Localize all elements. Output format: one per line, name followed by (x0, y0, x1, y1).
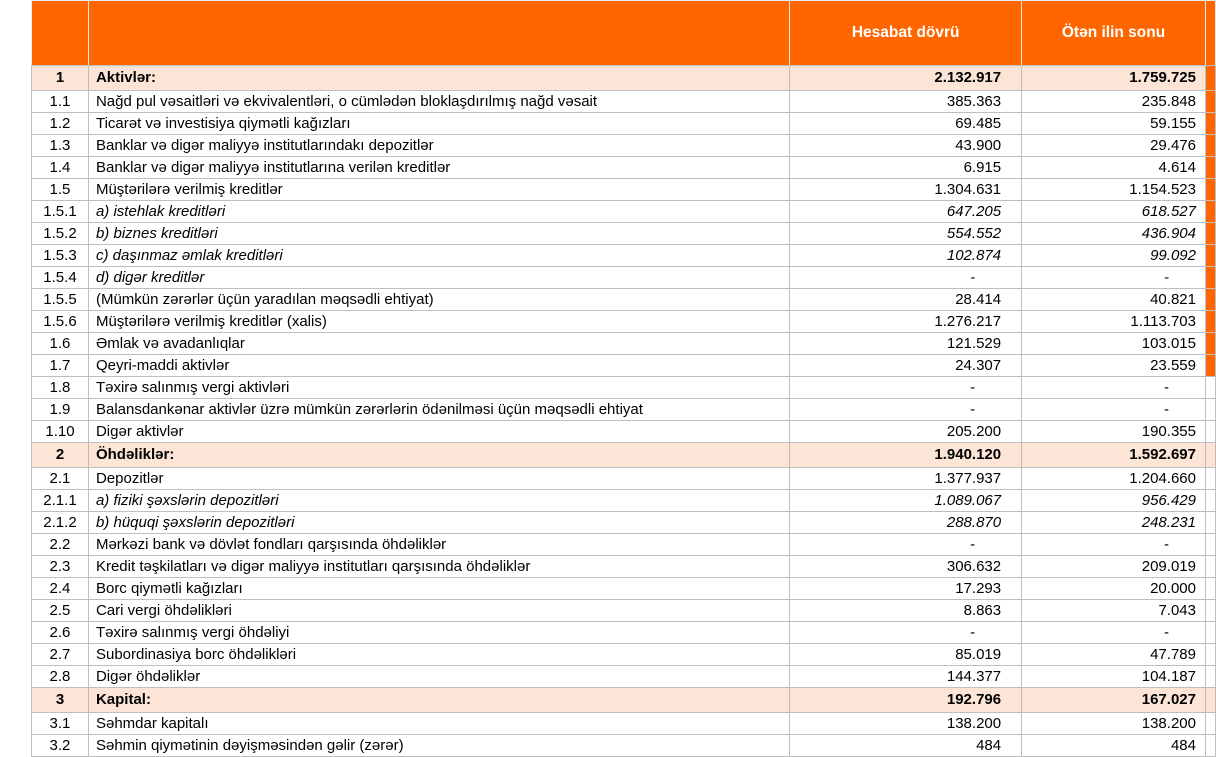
row-report-value-cell: 28.414 (790, 289, 1022, 311)
row-label-cell: Kredit təşkilatları və digər maliyyə institutları qarşısında öhdəliklər (88, 556, 789, 578)
row-report-value-cell: 1.276.217 (790, 311, 1022, 333)
row-prior-value-cell: 1.154.523 (1022, 179, 1206, 201)
row-edge-strip-cell (1205, 622, 1215, 644)
row-number-cell: 1 (32, 66, 89, 91)
row-label-cell: Səhmdar kapitalı (88, 713, 789, 735)
row-number-cell: 1.9 (32, 399, 89, 421)
header-edge-strip (1205, 1, 1215, 66)
row-report-value-cell: 102.874 (790, 245, 1022, 267)
row-prior-value-cell: 618.527 (1022, 201, 1206, 223)
row-edge-strip-cell (1205, 399, 1215, 421)
row-label-cell: Banklar və digər maliyyə institutlarındakı depozitlər (88, 135, 789, 157)
row-edge-strip-cell (1205, 289, 1215, 311)
table-row (32, 223, 1216, 245)
table-row (32, 490, 1216, 512)
row-prior-value-cell: - (1022, 622, 1206, 644)
row-report-value-cell: 484 (790, 735, 1022, 757)
row-report-value-cell: 647.205 (790, 201, 1022, 223)
row-label-cell: Öhdəliklər: (88, 443, 789, 468)
row-number-cell: 1.10 (32, 421, 89, 443)
table-row (32, 534, 1216, 556)
row-label-cell: Borc qiymətli kağızları (88, 578, 789, 600)
row-label-cell: Nağd pul vəsaitləri və ekvivalentləri, o cümlədən bloklaşdırılmış nağd vəsait (88, 91, 789, 113)
row-number-cell: 1.5.2 (32, 223, 89, 245)
row-report-value-cell: - (790, 534, 1022, 556)
row-report-value-cell: 192.796 (790, 688, 1022, 713)
row-report-value-cell: - (790, 267, 1022, 289)
row-number-cell: 2.4 (32, 578, 89, 600)
header-report-period: Hesabat dövrü (790, 1, 1022, 66)
row-label-cell: Səhmin qiymətinin dəyişməsindən gəlir (zərər) (88, 735, 789, 757)
row-label-cell: Təxirə salınmış vergi aktivləri (88, 377, 789, 399)
row-prior-value-cell: 29.476 (1022, 135, 1206, 157)
row-report-value-cell: 1.940.120 (790, 443, 1022, 468)
row-edge-strip-cell (1205, 66, 1215, 91)
row-report-value-cell: 43.900 (790, 135, 1022, 157)
row-report-value-cell: 1.304.631 (790, 179, 1022, 201)
row-number-cell: 1.5 (32, 179, 89, 201)
row-label-cell: Qeyri-maddi aktivlər (88, 355, 789, 377)
row-number-cell: 1.5.3 (32, 245, 89, 267)
table-header-row (32, 1, 1216, 66)
row-label-cell: Müştərilərə verilmiş kreditlər (xalis) (88, 311, 789, 333)
row-report-value-cell: 138.200 (790, 713, 1022, 735)
row-number-cell: 2.5 (32, 600, 89, 622)
row-report-value-cell: - (790, 377, 1022, 399)
table-row (32, 311, 1216, 333)
row-report-value-cell: 121.529 (790, 333, 1022, 355)
row-label-cell: c) daşınmaz əmlak kreditləri (88, 245, 789, 267)
row-edge-strip-cell (1205, 644, 1215, 666)
row-edge-strip-cell (1205, 490, 1215, 512)
row-prior-value-cell: 436.904 (1022, 223, 1206, 245)
row-edge-strip-cell (1205, 91, 1215, 113)
row-edge-strip-cell (1205, 201, 1215, 223)
row-number-cell: 3.1 (32, 713, 89, 735)
row-label-cell: a) fiziki şəxslərin depozitləri (88, 490, 789, 512)
row-number-cell: 2.6 (32, 622, 89, 644)
row-report-value-cell: 1.377.937 (790, 468, 1022, 490)
table-body (32, 66, 1216, 757)
row-prior-value-cell: 40.821 (1022, 289, 1206, 311)
row-edge-strip-cell (1205, 355, 1215, 377)
table-row (32, 713, 1216, 735)
row-label-cell: Digər aktivlər (88, 421, 789, 443)
row-report-value-cell: - (790, 622, 1022, 644)
row-number-cell: 1.8 (32, 377, 89, 399)
row-number-cell: 1.4 (32, 157, 89, 179)
row-prior-value-cell: 47.789 (1022, 644, 1206, 666)
row-number-cell: 1.5.1 (32, 201, 89, 223)
row-edge-strip-cell (1205, 713, 1215, 735)
table-row (32, 468, 1216, 490)
row-edge-strip-cell (1205, 113, 1215, 135)
row-label-cell: b) biznes kreditləri (88, 223, 789, 245)
row-edge-strip-cell (1205, 556, 1215, 578)
row-prior-value-cell: 138.200 (1022, 713, 1206, 735)
row-edge-strip-cell (1205, 468, 1215, 490)
row-number-cell: 1.5.4 (32, 267, 89, 289)
table-row (32, 66, 1216, 91)
row-number-cell: 1.6 (32, 333, 89, 355)
row-prior-value-cell: 484 (1022, 735, 1206, 757)
balance-sheet-table (31, 0, 1216, 757)
row-report-value-cell: 144.377 (790, 666, 1022, 688)
row-prior-value-cell: 209.019 (1022, 556, 1206, 578)
row-label-cell: (Mümkün zərərlər üçün yaradılan məqsədli ehtiyat) (88, 289, 789, 311)
table-row (32, 267, 1216, 289)
table-row (32, 113, 1216, 135)
row-report-value-cell: 1.089.067 (790, 490, 1022, 512)
row-edge-strip-cell (1205, 735, 1215, 757)
table-row (32, 421, 1216, 443)
table-row (32, 556, 1216, 578)
header-number-cell (32, 1, 89, 66)
row-prior-value-cell: 23.559 (1022, 355, 1206, 377)
row-edge-strip-cell (1205, 600, 1215, 622)
row-label-cell: Aktivlər: (88, 66, 789, 91)
row-number-cell: 2.3 (32, 556, 89, 578)
table-row (32, 201, 1216, 223)
row-label-cell: Təxirə salınmış vergi öhdəliyi (88, 622, 789, 644)
header-prior-year-end: Ötən ilin sonu (1022, 1, 1206, 66)
table-row (32, 443, 1216, 468)
row-prior-value-cell: 1.113.703 (1022, 311, 1206, 333)
row-edge-strip-cell (1205, 688, 1215, 713)
row-prior-value-cell: 235.848 (1022, 91, 1206, 113)
row-report-value-cell: 6.915 (790, 157, 1022, 179)
row-number-cell: 1.1 (32, 91, 89, 113)
table-row (32, 512, 1216, 534)
row-report-value-cell: 385.363 (790, 91, 1022, 113)
row-report-value-cell: 24.307 (790, 355, 1022, 377)
row-label-cell: Müştərilərə verilmiş kreditlər (88, 179, 789, 201)
row-prior-value-cell: - (1022, 534, 1206, 556)
row-number-cell: 1.3 (32, 135, 89, 157)
row-label-cell: Cari vergi öhdəlikləri (88, 600, 789, 622)
row-number-cell: 3.2 (32, 735, 89, 757)
row-edge-strip-cell (1205, 666, 1215, 688)
table-row (32, 377, 1216, 399)
table-row (32, 399, 1216, 421)
row-prior-value-cell: 1.759.725 (1022, 66, 1206, 91)
table-row (32, 355, 1216, 377)
row-label-cell: Əmlak və avadanlıqlar (88, 333, 789, 355)
row-report-value-cell: 288.870 (790, 512, 1022, 534)
table-row (32, 735, 1216, 757)
row-prior-value-cell: - (1022, 377, 1206, 399)
row-label-cell: Mərkəzi bank və dövlət fondları qarşısında öhdəliklər (88, 534, 789, 556)
row-edge-strip-cell (1205, 512, 1215, 534)
row-number-cell: 1.2 (32, 113, 89, 135)
row-number-cell: 1.7 (32, 355, 89, 377)
row-prior-value-cell: 104.187 (1022, 666, 1206, 688)
row-report-value-cell: 554.552 (790, 223, 1022, 245)
table-row (32, 333, 1216, 355)
row-prior-value-cell: 99.092 (1022, 245, 1206, 267)
row-prior-value-cell: 20.000 (1022, 578, 1206, 600)
table-row (32, 179, 1216, 201)
table-row (32, 578, 1216, 600)
row-prior-value-cell: - (1022, 267, 1206, 289)
row-number-cell: 2.8 (32, 666, 89, 688)
table-row (32, 666, 1216, 688)
row-label-cell: Ticarət və investisiya qiymətli kağızları (88, 113, 789, 135)
row-label-cell: b) hüquqi şəxslərin depozitləri (88, 512, 789, 534)
table-row (32, 91, 1216, 113)
row-number-cell: 2.1 (32, 468, 89, 490)
row-label-cell: Subordinasiya borc öhdəlikləri (88, 644, 789, 666)
row-prior-value-cell: 1.204.660 (1022, 468, 1206, 490)
table-row (32, 688, 1216, 713)
row-prior-value-cell: - (1022, 399, 1206, 421)
row-prior-value-cell: 4.614 (1022, 157, 1206, 179)
row-number-cell: 2.2 (32, 534, 89, 556)
row-number-cell: 2.7 (32, 644, 89, 666)
row-label-cell: Digər öhdəliklər (88, 666, 789, 688)
row-report-value-cell: 2.132.917 (790, 66, 1022, 91)
row-label-cell: Balansdankənar aktivlər üzrə mümkün zərərlərin ödənilməsi üçün məqsədli ehtiyat (88, 399, 789, 421)
row-label-cell: Banklar və digər maliyyə institutlarına verilən kreditlər (88, 157, 789, 179)
row-edge-strip-cell (1205, 421, 1215, 443)
row-report-value-cell: 85.019 (790, 644, 1022, 666)
row-number-cell: 2 (32, 443, 89, 468)
row-edge-strip-cell (1205, 311, 1215, 333)
row-edge-strip-cell (1205, 267, 1215, 289)
row-prior-value-cell: 167.027 (1022, 688, 1206, 713)
row-edge-strip-cell (1205, 377, 1215, 399)
table-row (32, 289, 1216, 311)
row-prior-value-cell: 190.355 (1022, 421, 1206, 443)
row-label-cell: d) digər kreditlər (88, 267, 789, 289)
row-report-value-cell: 205.200 (790, 421, 1022, 443)
table-row (32, 622, 1216, 644)
row-report-value-cell: - (790, 399, 1022, 421)
row-report-value-cell: 8.863 (790, 600, 1022, 622)
row-prior-value-cell: 103.015 (1022, 333, 1206, 355)
row-report-value-cell: 306.632 (790, 556, 1022, 578)
row-edge-strip-cell (1205, 135, 1215, 157)
row-edge-strip-cell (1205, 534, 1215, 556)
row-report-value-cell: 17.293 (790, 578, 1022, 600)
row-edge-strip-cell (1205, 245, 1215, 267)
row-edge-strip-cell (1205, 443, 1215, 468)
row-prior-value-cell: 7.043 (1022, 600, 1206, 622)
row-edge-strip-cell (1205, 333, 1215, 355)
row-prior-value-cell: 1.592.697 (1022, 443, 1206, 468)
row-prior-value-cell: 59.155 (1022, 113, 1206, 135)
row-edge-strip-cell (1205, 578, 1215, 600)
row-label-cell: a) istehlak kreditləri (88, 201, 789, 223)
row-number-cell: 1.5.5 (32, 289, 89, 311)
table-row (32, 644, 1216, 666)
table-row (32, 245, 1216, 267)
row-number-cell: 3 (32, 688, 89, 713)
header-description-cell (88, 1, 789, 66)
row-number-cell: 1.5.6 (32, 311, 89, 333)
row-report-value-cell: 69.485 (790, 113, 1022, 135)
table-row (32, 157, 1216, 179)
row-prior-value-cell: 248.231 (1022, 512, 1206, 534)
row-number-cell: 2.1.1 (32, 490, 89, 512)
table-row (32, 600, 1216, 622)
row-label-cell: Depozitlər (88, 468, 789, 490)
row-edge-strip-cell (1205, 179, 1215, 201)
row-prior-value-cell: 956.429 (1022, 490, 1206, 512)
table-row (32, 135, 1216, 157)
row-number-cell: 2.1.2 (32, 512, 89, 534)
row-label-cell: Kapital: (88, 688, 789, 713)
row-edge-strip-cell (1205, 157, 1215, 179)
row-edge-strip-cell (1205, 223, 1215, 245)
